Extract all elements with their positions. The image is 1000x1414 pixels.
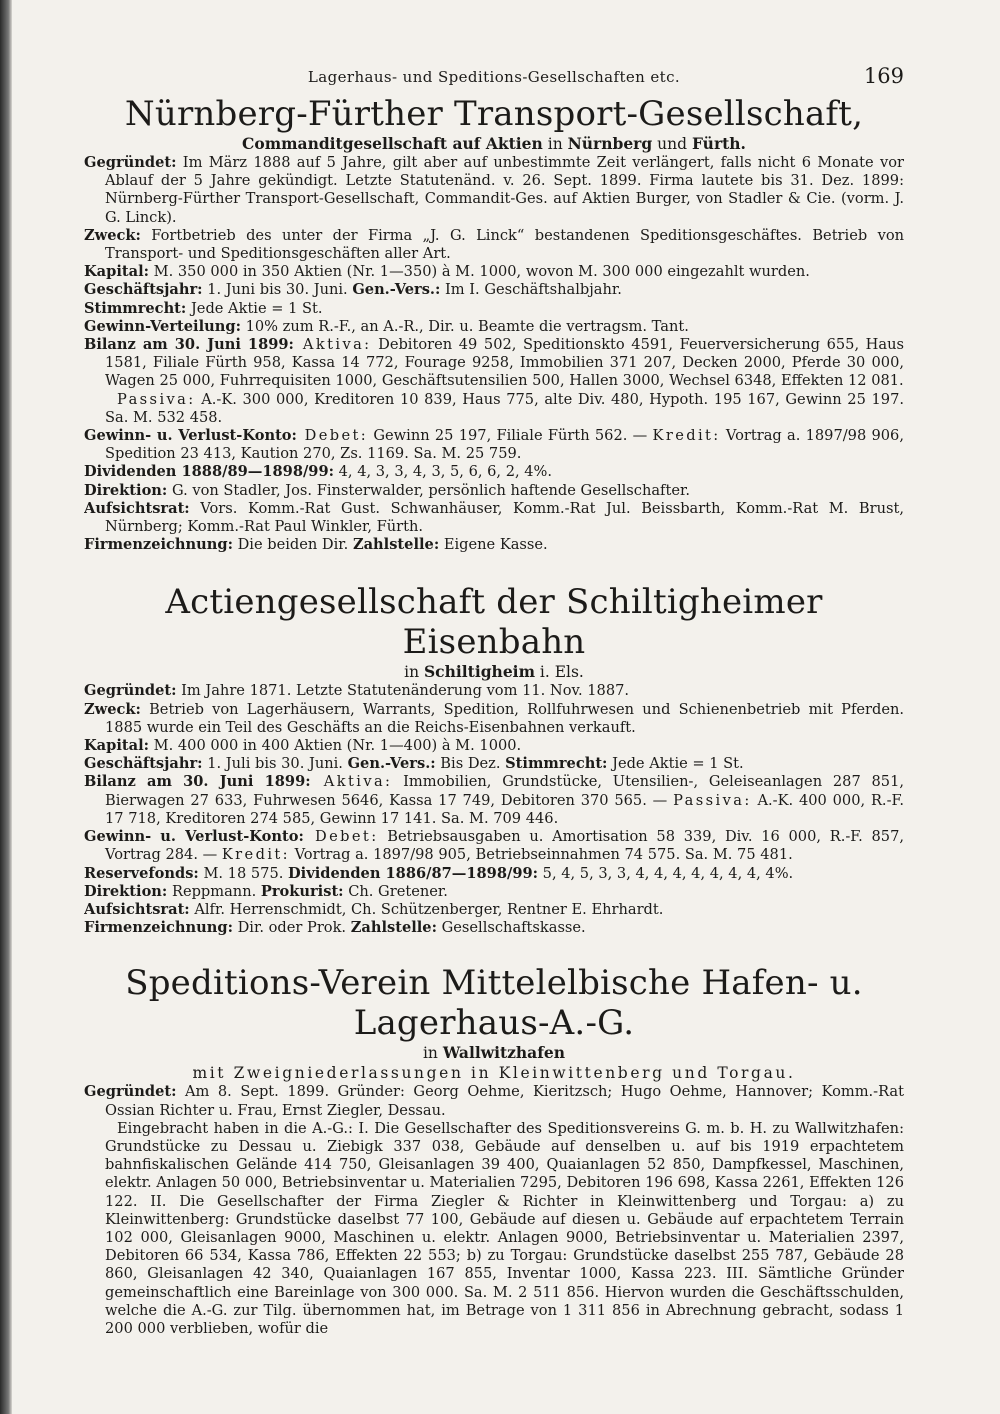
- field-bilanz: [84, 773, 904, 828]
- field-gegruendet: [84, 682, 904, 700]
- company-branches: mit Zweigniederlassungen in Kleinwittenberg und Torgau.: [192, 1064, 796, 1083]
- company-title: Speditions-Verein Mittelelbische Hafen- u. Lagerhaus-A.-G.: [125, 963, 863, 1044]
- section-gap: [84, 554, 904, 582]
- running-header: [84, 64, 904, 94]
- spaced-label: Passiva:: [673, 791, 752, 809]
- field-key: Dividenden 1888/89—1898/99:: [84, 463, 334, 481]
- field-text: Vors. Komm.-Rat Gust. Schwanhäuser, Komm.-Rat Jul. Beissbarth, Komm.-Rat M. Brust, Nürnberg; Komm.-Rat Paul Winkler, Fürth.: [105, 499, 904, 536]
- spaced-label: Kredit:: [652, 427, 721, 445]
- city: Schiltigheim: [423, 662, 535, 682]
- field-key: Zahlstelle:: [350, 919, 437, 937]
- field-key: Dividenden 1886/87—1898/99:: [288, 864, 539, 882]
- field-text: Im März 1888 auf 5 Jahre, gilt aber auf unbestimmte Zeit verlängert, falls nicht 6 Monate vor Ablauf der 5 Jahre gekündigt. Letzte Statutenänd. v. 26. Sept. 1899. Firma lautete bis 31. Dez. 1899: Nürnberg-Fürther Transport-Gesellschaft, Commandit-Ges. auf Aktien Burger, von Stadler & Cie. (vorm. J. G. Linck).: [105, 154, 904, 226]
- sub-text: und: [652, 135, 692, 153]
- field-key: Stimmrecht:: [84, 299, 187, 317]
- field-key: Aufsichtsrat:: [84, 499, 190, 517]
- field-geschaeftsjahr: [84, 281, 904, 299]
- field-key: Geschäftsjahr:: [84, 281, 203, 299]
- field-text: 5, 4, 5, 3, 3, 4, 4, 4, 4, 4, 4, 4, 4%.: [538, 864, 794, 882]
- field-geschaeftsjahr: [84, 755, 904, 773]
- field-key: Gewinn- u. Verlust-Konto:: [84, 427, 297, 445]
- field-aufsichtsrat: [84, 901, 904, 919]
- field-key: Direktion:: [84, 481, 168, 499]
- field-text: Vortrag a. 1897/98 906, Spedition 23 413, Kaution 270, Zs. 1169. Sa. M. 25 759.: [105, 427, 904, 463]
- field-firmenzeichnung: [84, 919, 904, 937]
- field-dividenden: [84, 463, 904, 481]
- field-key: Direktion:: [84, 882, 168, 900]
- field-key: Reservefonds:: [84, 864, 199, 882]
- field-key: Firmenzeichnung:: [84, 536, 233, 554]
- field-text: Jede Aktie = 1 St.: [186, 299, 323, 317]
- legal-form: Commanditgesellschaft auf Aktien: [242, 134, 543, 153]
- field-text: Reppmann.: [167, 882, 261, 900]
- field-key: Firmenzeichnung:: [84, 919, 233, 937]
- city: Wallwitzhafen: [442, 1043, 566, 1063]
- field-text: Fortbetrieb des unter der Firma „J. G. Linck“ bestandenen Speditionsgeschäftes. Betrieb von Transport- und Speditionsgeschäften aller Art.: [105, 226, 904, 263]
- field-kapital: [84, 737, 904, 755]
- field-text: Betrieb von Lagerhäusern, Warrants, Spedition, Rollfuhrwesen und Schienenbetrieb mit Pferden. 1885 wurde ein Teil des Geschäfts an die Reichs-Eisenbahnen verkauft.: [105, 700, 904, 736]
- field-gewinn-verlust: [84, 427, 904, 463]
- field-text: Im I. Geschäftshalbjahr.: [440, 281, 622, 299]
- field-key: Prokurist:: [260, 882, 344, 900]
- sub-text: in: [422, 1044, 443, 1063]
- field-key: Gen.-Vers.:: [347, 755, 436, 773]
- field-text: Im Jahre 1871. Letzte Statutenänderung vom 11. Nov. 1887.: [176, 682, 630, 700]
- spaced-label: Passiva:: [117, 390, 196, 408]
- sub-text: in: [542, 135, 568, 153]
- sub-text: in: [404, 663, 424, 682]
- page-number: 169: [863, 64, 904, 88]
- field-passiva: [84, 391, 904, 427]
- spaced-label: Aktiva:: [310, 773, 393, 791]
- city-2: Fürth.: [691, 134, 746, 153]
- field-key: Zahlstelle:: [352, 536, 440, 554]
- section-gap: [84, 937, 904, 963]
- field-text: G. von Stadler, Jos. Finsterwalder, persönlich haftende Gesellschafter.: [167, 481, 690, 499]
- field-text: Dir. oder Prok.: [232, 919, 351, 937]
- book-page: [84, 64, 904, 1404]
- field-bilanz: [84, 336, 904, 391]
- field-gewinn-verteilung: [84, 318, 904, 336]
- field-key: Gegründet:: [84, 1083, 177, 1101]
- field-key: Zweck:: [84, 226, 141, 244]
- field-text: Alfr. Herrenschmidt, Ch. Schützenberger, Rentner E. Ehrhardt.: [189, 900, 664, 918]
- spaced-label: Kredit:: [221, 846, 290, 864]
- company-subtitle: [84, 662, 904, 682]
- city-1: Nürnberg: [567, 134, 653, 153]
- field-text: A.-K. 400 000, R.-F. 17 718, Kreditoren 274 585, Gewinn 17 141. Sa. M. 709 446.: [105, 791, 904, 827]
- field-text: M. 350 000 in 350 Aktien (Nr. 1—350) à M. 1000, wovon M. 300 000 eingezahlt wurden.: [149, 263, 810, 281]
- field-key: Bilanz am 30. Juni 1899:: [84, 336, 294, 354]
- sub-text: i. Els.: [534, 663, 584, 682]
- field-text: Eigene Kasse.: [439, 536, 548, 554]
- entry-speditions-verein: [84, 963, 904, 1338]
- field-gewinn-verlust: [84, 828, 904, 864]
- field-text: Betriebsausgaben u. Amortisation 58 339, Div. 16 000, R.-F. 857, Vortrag 284. —: [105, 828, 904, 864]
- company-subtitle: [84, 1043, 904, 1063]
- field-text: Ch. Gretener.: [343, 882, 448, 900]
- field-stimmrecht: [84, 300, 904, 318]
- field-zweck: [84, 227, 904, 263]
- running-title: Lagerhaus- und Speditions-Gesellschaften etc.: [307, 68, 681, 86]
- field-direktion: [84, 883, 904, 901]
- field-key: Zweck:: [84, 700, 141, 718]
- field-key: Stimmrecht:: [505, 755, 608, 773]
- field-key: Aufsichtsrat:: [84, 900, 190, 918]
- field-text: Gesellschaftskasse.: [436, 919, 586, 937]
- field-key: Gewinn-Verteilung:: [84, 317, 241, 335]
- field-key: Gegründet:: [84, 682, 177, 700]
- field-reservefonds: [84, 865, 904, 883]
- field-text: Die beiden Dir.: [232, 536, 353, 554]
- entry-schiltigheimer: [84, 582, 904, 937]
- scan-left-edge: [0, 0, 12, 1414]
- field-text: 1. Juli bis 30. Juni.: [202, 755, 348, 773]
- field-key: Gegründet:: [84, 154, 177, 171]
- field-key: Gen.-Vers.:: [352, 281, 441, 299]
- field-key: Gewinn- u. Verlust-Konto:: [84, 828, 304, 846]
- field-kapital: [84, 263, 904, 281]
- field-key: Bilanz am 30. Juni 1899:: [84, 773, 311, 791]
- field-text: 10% zum R.-F., an A.-R., Dir. u. Beamte die vertragsm. Tant.: [240, 317, 689, 335]
- spaced-label: Debet:: [296, 427, 369, 445]
- field-gegruendet: [84, 1083, 904, 1119]
- company-subtitle: [84, 134, 904, 154]
- field-firmenzeichnung: [84, 536, 904, 554]
- field-direktion: [84, 482, 904, 500]
- field-text: Am 8. Sept. 1899. Gründer: Georg Oehme, Kieritzsch; Hugo Oehme, Hannover; Komm.-Rat Ossian Richter u. Frau, Ernst Ziegler, Dessau.: [105, 1083, 904, 1119]
- field-text: Jede Aktie = 1 St.: [607, 755, 744, 773]
- field-key: Kapital:: [84, 737, 150, 755]
- field-text: M. 18 575.: [198, 864, 289, 882]
- field-text: A.-K. 300 000, Kreditoren 10 839, Haus 775, alte Div. 480, Hypoth. 195 167, Gewinn 25 197. Sa. M. 532 458.: [105, 390, 904, 426]
- field-text: Bis Dez.: [435, 755, 506, 773]
- field-text: 4, 4, 3, 3, 4, 3, 5, 6, 6, 2, 4%.: [334, 463, 553, 481]
- field-text: 1. Juni bis 30. Juni.: [202, 281, 353, 299]
- field-text: Vortrag a. 1897/98 905, Betriebseinnahmen 74 575. Sa. M. 75 481.: [289, 846, 793, 864]
- field-aufsichtsrat: [84, 500, 904, 536]
- field-key: Kapital:: [84, 263, 150, 281]
- field-gegruendet: [84, 154, 904, 227]
- field-text: Gewinn 25 197, Filiale Fürth 562. —: [368, 427, 653, 445]
- field-key: Geschäftsjahr:: [84, 755, 203, 773]
- field-eingebracht: Eingebracht haben in die A.-G.: I. Die Gesellschafter des Speditionsvereins G. m. b. H. zu Wallwitzhafen: Grundstücke zu Dessau u. Ziebigk 337 038, Gebäude auf denselben u. auf bis 1919 erpachtetem bahnfiskalischen Gelände 414 750, Gleisanlagen 39 400, Quaianlagen 52 850, Dampfkessel, Maschinen, elektr. Anlagen 50 000, Betriebsinventar u. Materialien 7295, Debitoren 196 698, Kassa 2261, Effekten 126 122. II. Die Gesellschafter der Firma Ziegler & Richter in Kleinwittenberg und Torgau: a) zu Kleinwittenberg: Grundstücke daselbst 77 100, Gebäude auf diesen u. Gebäude auf erpachtetem Terrain 102 000, Gleisanlagen 9000, Maschinen u. elektr. Anlagen 9000, Betriebsinventar u. Materialien 2397, Debitoren 66 534, Kassa 786, Effekten 22 553; b) zu Torgau: Grundstücke daselbst 255 787, Gebäude 28 860, Gleisanlagen 42 340, Quaianlagen 167 855, Inventar 1000, Kassa 223. III. Sämtliche Gründer gemeinschaftlich eine Bareinlage von 300 000. Sa. M. 2 511 856. Hiervon wurden die Geschäftsschulden, welche die A.-G. zur Tilg. übernommen hat, im Betrage von 1 311 856 in Abrechnung gebracht, sodass 1 200 000 verblieben, wofür die: [105, 1119, 904, 1337]
- field-text: Immobilien, Grundstücke, Utensilien-, Geleiseanlagen 287 851, Bierwagen 27 633, Fuhrwesen 5646, Kassa 17 749, Debitoren 370 565. —: [105, 773, 904, 809]
- field-text: M. 400 000 in 400 Aktien (Nr. 1—400) à M. 1000.: [149, 737, 522, 755]
- spaced-label: Debet:: [303, 828, 379, 846]
- company-title: Actiengesellschaft der Schiltigheimer Eisenbahn: [165, 582, 823, 663]
- entry-nuernberg-fuerther: [84, 94, 904, 554]
- spaced-label: Aktiva:: [293, 336, 372, 354]
- field-zweck: [84, 701, 904, 737]
- field-text: Debitoren 49 502, Speditionskto 4591, Feuerversicherung 655, Haus 1581, Filiale Fürth 958, Kassa 14 772, Fourage 9258, Immobilien 371 207, Decken 2000, Pferde 30 000, Wagen 25 000, Fuhrrequisiten 1000, Geschäftsutensilien 500, Hallen 3000, Wechsel 6348, Effekten 12 081.: [105, 336, 904, 390]
- company-title: Nürnberg-Fürther Transport-Gesellschaft,: [124, 94, 864, 134]
